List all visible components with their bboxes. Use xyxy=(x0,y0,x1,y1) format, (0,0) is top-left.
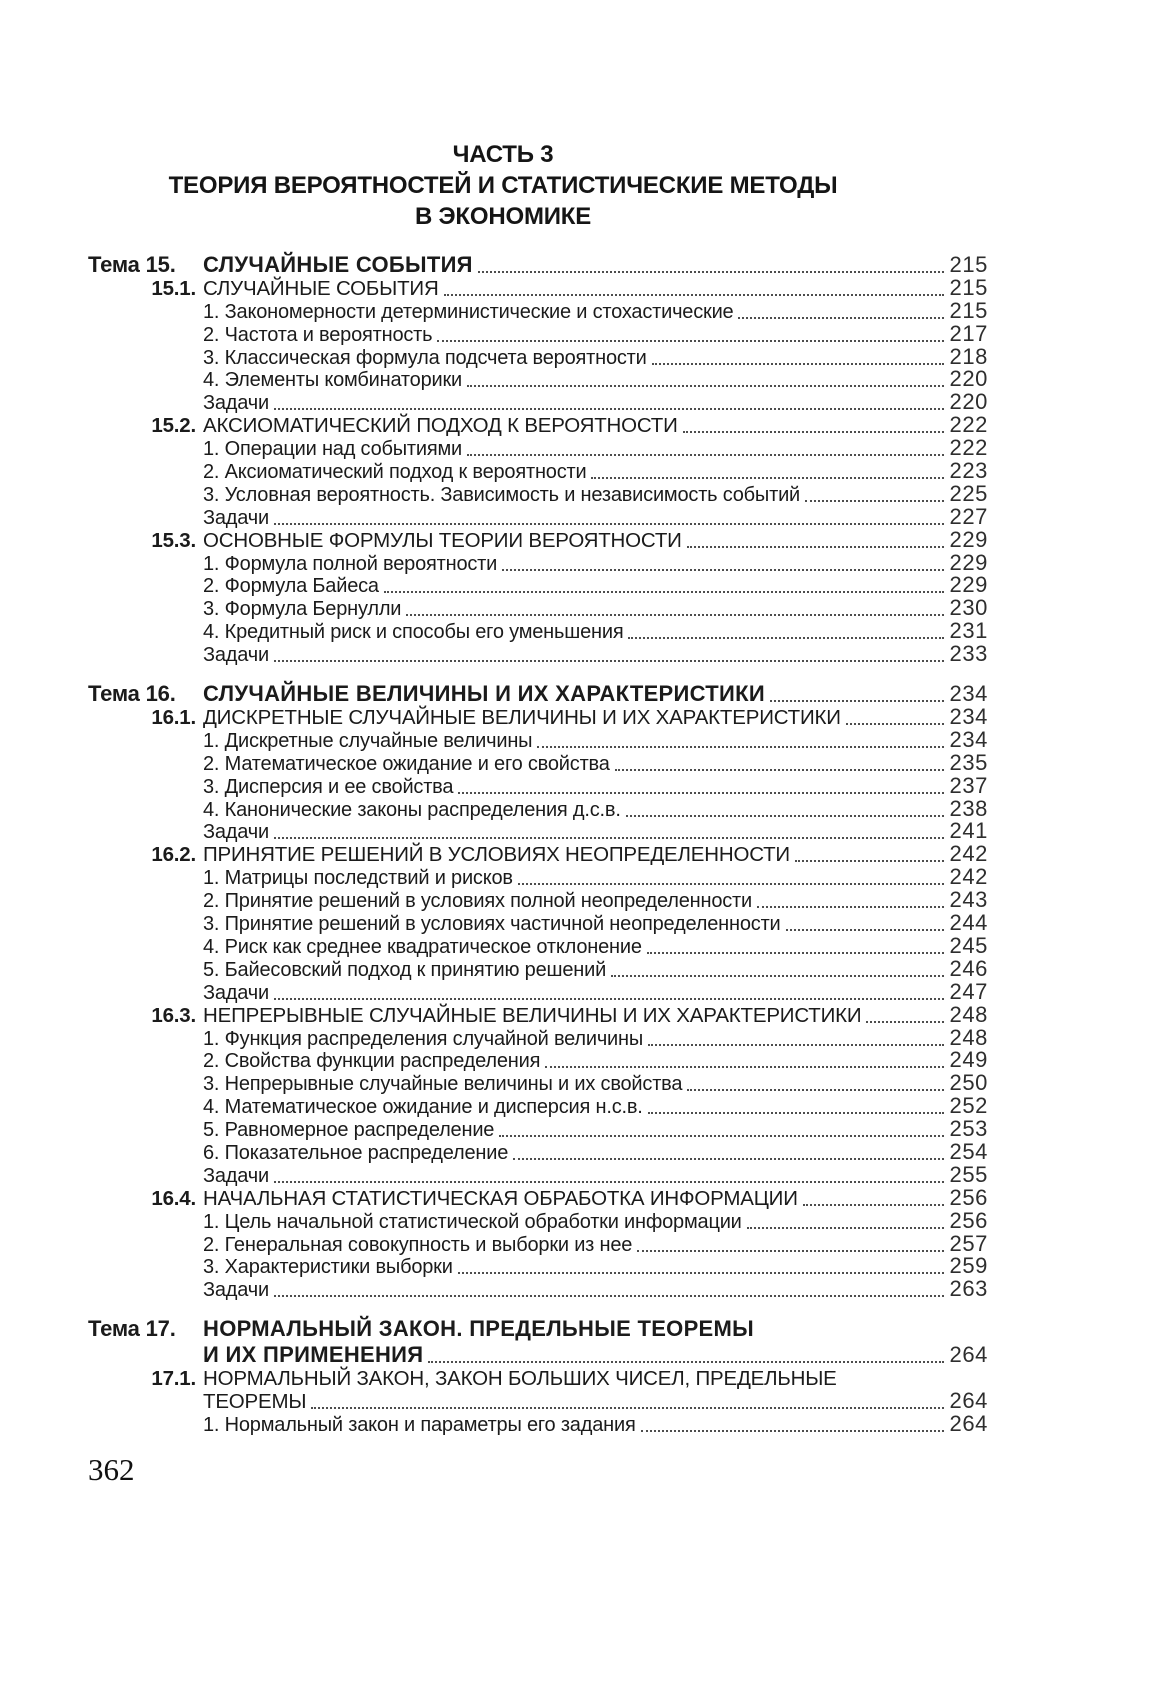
toc-entry xyxy=(88,435,988,461)
toc-entry-line xyxy=(88,726,988,753)
toc-entry xyxy=(88,618,988,644)
toc-entry-title: Задачи xyxy=(203,506,269,529)
dot-leader xyxy=(687,546,945,548)
toc-entry-number: 17.1. xyxy=(151,1367,196,1391)
toc-entry-line xyxy=(88,641,988,667)
toc-entry-page-number: 230 xyxy=(949,595,988,621)
toc-entry-title: 3. Характеристики выборки xyxy=(203,1256,453,1279)
toc-entry xyxy=(88,412,988,438)
toc-entry-page-number: 242 xyxy=(949,864,988,890)
toc-entry-page-number: 229 xyxy=(949,526,988,552)
toc-entry-page-number: 247 xyxy=(949,978,988,1004)
dot-leader xyxy=(626,815,945,817)
dot-leader xyxy=(437,340,944,342)
dot-leader xyxy=(545,1066,944,1068)
toc-entry-title: 3. Формула Бернулли xyxy=(203,598,402,621)
toc-entry-page-number: 259 xyxy=(949,1253,988,1279)
dot-leader xyxy=(537,746,944,748)
toc-entry-page-number: 234 xyxy=(949,704,988,730)
dot-leader xyxy=(770,700,945,702)
toc-entry xyxy=(88,389,988,415)
toc-entry-page-number: 255 xyxy=(949,1161,988,1187)
toc-entry-title: ДИСКРЕТНЫЕ СЛУЧАЙНЫЕ ВЕЛИЧИНЫ И ИХ ХАРАКТЕРИСТИКИ xyxy=(203,706,841,730)
toc-entry-line xyxy=(88,572,988,599)
toc-entry-number: 15.3. xyxy=(151,528,196,552)
toc-entry-line xyxy=(88,1342,988,1368)
toc-entry-line xyxy=(88,1253,988,1280)
toc-entry xyxy=(88,1138,988,1165)
toc-entry-page-number: 229 xyxy=(949,572,988,598)
toc-entry xyxy=(88,955,988,982)
toc-entry xyxy=(88,297,988,324)
dot-leader xyxy=(502,569,944,571)
toc-entry xyxy=(88,1207,988,1234)
toc-entry xyxy=(88,526,988,553)
dot-leader xyxy=(615,769,945,771)
toc-entry-title: 4. Риск как среднее квадратическое отклонение xyxy=(203,935,642,958)
dot-leader xyxy=(647,952,945,954)
toc-entry xyxy=(88,572,988,599)
toc-entry-line xyxy=(88,1184,988,1211)
toc-entry-page-number: 227 xyxy=(949,503,988,529)
dot-leader xyxy=(311,1407,944,1409)
toc-entry-line xyxy=(88,1316,988,1342)
toc-entry-line xyxy=(88,704,988,730)
toc-entry-title: Задачи xyxy=(203,981,269,1004)
toc-entry xyxy=(88,1161,988,1188)
toc-entry-title: 2. Свойства функции распределения xyxy=(203,1050,541,1073)
toc-entry xyxy=(88,480,988,507)
toc-entry xyxy=(88,681,988,707)
toc-entry-page-number: 257 xyxy=(949,1230,988,1256)
toc-entry-line xyxy=(88,818,988,845)
toc-entry-title: НОРМАЛЬНЫЙ ЗАКОН. ПРЕДЕЛЬНЫЕ ТЕОРЕМЫ xyxy=(203,1316,754,1342)
toc-entry-title: 2. Математическое ожидание и его свойства xyxy=(203,752,610,775)
toc-entry-title: 4. Элементы комбинаторики xyxy=(203,369,463,392)
toc-entry xyxy=(88,1410,988,1437)
toc-entry xyxy=(88,910,988,936)
toc-entry-page-number: 237 xyxy=(949,772,988,798)
toc-entry-page-number: 264 xyxy=(949,1410,988,1436)
toc-entry-line xyxy=(88,841,988,867)
toc-entry-page-number: 264 xyxy=(949,1342,988,1368)
toc-entry-line xyxy=(88,503,988,530)
toc-entry xyxy=(88,726,988,753)
dot-leader xyxy=(687,1089,944,1091)
toc-entry-title: 3. Классическая формула подсчета вероятности xyxy=(203,346,647,369)
toc-entry-title: 1. Закономерности детерминистические и стохастические xyxy=(203,300,734,323)
toc-entry-title: 4. Математическое ожидание и дисперсия н.с.в. xyxy=(203,1096,643,1119)
toc-entry-line xyxy=(88,1161,988,1188)
dot-leader xyxy=(591,477,944,479)
toc-entry xyxy=(88,1093,988,1119)
toc-entry-title: 6. Показательное распределение xyxy=(203,1141,509,1164)
toc-entry-line xyxy=(88,480,988,507)
toc-entry-line xyxy=(88,526,988,553)
toc-entry-line xyxy=(88,681,988,707)
toc-entry-line xyxy=(88,458,988,484)
dot-leader xyxy=(518,883,945,885)
toc-entry-page-number: 242 xyxy=(949,841,988,867)
dot-leader xyxy=(786,929,945,931)
toc-entry xyxy=(88,320,988,347)
toc-entry-line xyxy=(88,1388,988,1414)
toc-entry xyxy=(88,343,988,370)
toc-entry-title: АКСИОМАТИЧЕСКИЙ ПОДХОД К ВЕРОЯТНОСТИ xyxy=(203,414,678,438)
toc-entry-page-number: 250 xyxy=(949,1070,988,1096)
dot-leader xyxy=(641,1430,945,1432)
toc-entry-page-number: 235 xyxy=(949,749,988,775)
toc-entry-line xyxy=(88,1410,988,1437)
toc-entry-title-continued: И ИХ ПРИМЕНЕНИЯ xyxy=(203,1342,424,1368)
toc-entry-page-number: 215 xyxy=(949,274,988,300)
toc-entry-line xyxy=(88,1276,988,1302)
part-title-line1: ТЕОРИЯ ВЕРОЯТНОСТЕЙ И СТАТИСТИЧЕСКИЕ МЕТОДЫ xyxy=(168,172,838,199)
toc-entry-page-number: 218 xyxy=(949,343,988,369)
toc-entry-title: 1. Дискретные случайные величины xyxy=(203,729,533,752)
toc-entry xyxy=(88,795,988,822)
dot-leader xyxy=(747,1227,945,1229)
toc-entry-title: СЛУЧАЙНЫЕ СОБЫТИЯ xyxy=(203,276,439,300)
toc-entry-line xyxy=(88,320,988,347)
toc-entry-title-continued: ТЕОРЕМЫ xyxy=(203,1390,307,1414)
toc-entry-title: 5. Байесовский подход к принятию решений xyxy=(203,958,607,981)
toc-entry-page-number: 220 xyxy=(949,366,988,392)
toc-entry-title: 1. Функция распределения случайной величины xyxy=(203,1027,644,1050)
dot-leader xyxy=(738,317,944,319)
dot-leader xyxy=(428,1361,944,1363)
dot-leader xyxy=(648,1112,945,1114)
toc-entry-page-number: 215 xyxy=(949,252,988,277)
toc-entry-line xyxy=(88,595,988,621)
toc-entry-page-number: 256 xyxy=(949,1207,988,1233)
toc-entry-page-number: 220 xyxy=(949,389,988,415)
dot-leader xyxy=(274,837,945,839)
dot-leader xyxy=(274,1181,945,1183)
dot-leader xyxy=(384,591,945,593)
toc-entry-page-number: 248 xyxy=(949,1024,988,1050)
toc-entry xyxy=(88,366,988,393)
dot-leader xyxy=(467,385,944,387)
dot-leader xyxy=(458,1272,945,1274)
toc-entry-page-number: 225 xyxy=(949,480,988,506)
toc-entry-page-number: 223 xyxy=(949,458,988,484)
toc-entry-page-number: 248 xyxy=(949,1001,988,1027)
toc-entry-title: 3. Условная вероятность. Зависимость и независимость событий xyxy=(203,483,801,506)
toc-entry-number: 15.1. xyxy=(151,276,196,300)
toc-entry-title: ОСНОВНЫЕ ФОРМУЛЫ ТЕОРИИ ВЕРОЯТНОСТИ xyxy=(203,528,682,552)
toc-entry-title: 2. Частота и вероятность xyxy=(203,323,433,346)
toc-entry-page-number: 222 xyxy=(949,412,988,438)
toc-entry-title: НАЧАЛЬНАЯ СТАТИСТИЧЕСКАЯ ОБРАБОТКА ИНФОРМАЦИИ xyxy=(203,1186,798,1210)
toc-entry xyxy=(88,458,988,484)
dot-leader xyxy=(478,271,945,273)
toc-entry xyxy=(88,1368,988,1414)
dot-leader xyxy=(611,975,944,977)
toc-entry-number: Тема 17. xyxy=(88,1316,176,1342)
toc-entry-line xyxy=(88,343,988,370)
toc-entry-title: 4. Канонические законы распределения д.с.в. xyxy=(203,798,621,821)
dot-leader xyxy=(274,408,945,410)
toc-entry-title: 2. Формула Байеса xyxy=(203,575,379,598)
dot-leader xyxy=(803,1204,945,1206)
toc-entry-line xyxy=(88,366,988,393)
toc-entry-title: 4. Кредитный риск и способы его уменьшения xyxy=(203,621,624,644)
toc-entry xyxy=(88,1024,988,1051)
dot-leader xyxy=(637,1250,944,1252)
table-of-contents xyxy=(88,238,988,1437)
toc-entry-title: 2. Генеральная совокупность и выборки из нее xyxy=(203,1233,633,1256)
toc-entry-title: 3. Принятие решений в условиях частичной неопределенности xyxy=(203,913,781,936)
toc-entry-title: СЛУЧАЙНЫЕ СОБЫТИЯ xyxy=(203,252,473,277)
toc-entry-page-number: 264 xyxy=(949,1388,988,1414)
toc-entry-title: Задачи xyxy=(203,392,269,415)
toc-entry xyxy=(88,1116,988,1142)
toc-entry-line xyxy=(88,1207,988,1234)
toc-entry-title: 3. Непрерывные случайные величины и их свойства xyxy=(203,1073,683,1096)
dot-leader xyxy=(513,1158,944,1160)
toc-entry-title: 2. Принятие решений в условиях полной неопределенности xyxy=(203,890,752,913)
toc-entry-line xyxy=(88,1047,988,1074)
toc-entry-line xyxy=(88,1024,988,1051)
dot-leader xyxy=(406,614,944,616)
toc-entry-line xyxy=(88,389,988,415)
toc-entry xyxy=(88,641,988,667)
toc-entry-number: Тема 16. xyxy=(88,681,176,707)
dot-leader xyxy=(628,637,944,639)
toc-entry-line xyxy=(88,1116,988,1142)
toc-entry xyxy=(88,503,988,530)
dot-leader xyxy=(458,792,944,794)
toc-entry-line xyxy=(88,1093,988,1119)
dot-leader xyxy=(274,998,945,1000)
toc-entry xyxy=(88,1276,988,1302)
toc-entry-title: Задачи xyxy=(203,1279,269,1302)
toc-entry-line xyxy=(88,252,988,278)
dot-leader xyxy=(795,860,945,862)
toc-entry xyxy=(88,818,988,845)
toc-entry xyxy=(88,772,988,799)
toc-entry-page-number: 263 xyxy=(949,1276,988,1302)
toc-entry-title: 1. Формула полной вероятности xyxy=(203,552,498,575)
toc-entry xyxy=(88,1070,988,1096)
toc-entry-line xyxy=(88,1070,988,1096)
toc-entry-title: Задачи xyxy=(203,821,269,844)
toc-entry xyxy=(88,841,988,867)
toc-entry xyxy=(88,595,988,621)
dot-leader xyxy=(467,454,944,456)
part-number: ЧАСТЬ 3 xyxy=(452,141,554,168)
toc-entry xyxy=(88,1184,988,1211)
toc-entry-page-number: 215 xyxy=(949,297,988,323)
toc-entry-page-number: 241 xyxy=(949,818,988,844)
toc-entry-number: 16.4. xyxy=(151,1186,196,1210)
toc-entry xyxy=(88,704,988,730)
toc-entry-title: СЛУЧАЙНЫЕ ВЕЛИЧИНЫ И ИХ ХАРАКТЕРИСТИКИ xyxy=(203,681,765,707)
dot-leader xyxy=(866,1021,944,1023)
toc-entry-page-number: 238 xyxy=(949,795,988,821)
toc-entry-line xyxy=(88,1368,988,1391)
toc-entry-line xyxy=(88,1001,988,1028)
toc-entry-line xyxy=(88,749,988,776)
toc-entry-line xyxy=(88,274,988,301)
dot-leader xyxy=(652,363,945,365)
toc-entry-number: 16.3. xyxy=(151,1003,196,1027)
toc-entry xyxy=(88,932,988,959)
folio-page-number: 362 xyxy=(88,1452,135,1487)
toc-entry-title: НОРМАЛЬНЫЙ ЗАКОН, ЗАКОН БОЛЬШИХ ЧИСЕЛ, ПРЕДЕЛЬНЫЕ xyxy=(203,1367,837,1391)
toc-entry-line xyxy=(88,864,988,890)
toc-entry xyxy=(88,1230,988,1257)
dot-leader xyxy=(499,1135,944,1137)
toc-entry-line xyxy=(88,549,988,576)
toc-entry-page-number: 245 xyxy=(949,932,988,958)
dot-leader xyxy=(846,723,945,725)
toc-entry-number: 16.2. xyxy=(151,843,196,867)
toc-entry-line xyxy=(88,297,988,324)
toc-entry-page-number: 256 xyxy=(949,1184,988,1210)
toc-entry-title: ПРИНЯТИЕ РЕШЕНИЙ В УСЛОВИЯХ НЕОПРЕДЕЛЕННОСТИ xyxy=(203,843,790,867)
toc-entry-page-number: 222 xyxy=(949,435,988,461)
toc-entry-page-number: 249 xyxy=(949,1047,988,1073)
toc-entry-page-number: 253 xyxy=(949,1116,988,1142)
toc-entry-page-number: 254 xyxy=(949,1138,988,1164)
toc-entry-line xyxy=(88,412,988,438)
toc-entry-line xyxy=(88,887,988,913)
toc-entry-page-number: 234 xyxy=(949,726,988,752)
dot-leader xyxy=(444,294,945,296)
part-header xyxy=(88,139,918,232)
toc-entry-title: 1. Операции над событиями xyxy=(203,438,463,461)
toc-entry-page-number: 233 xyxy=(949,641,988,667)
toc-entry xyxy=(88,749,988,776)
toc-entry-title: 3. Дисперсия и ее свойства xyxy=(203,775,454,798)
dot-leader xyxy=(757,906,944,908)
toc-entry xyxy=(88,252,988,278)
toc-entry-page-number: 231 xyxy=(949,618,988,644)
toc-entry-line xyxy=(88,978,988,1005)
toc-entry-title: 1. Нормальный закон и параметры его задания xyxy=(203,1413,636,1436)
toc-entry-line xyxy=(88,435,988,461)
toc-entry xyxy=(88,864,988,890)
toc-entry xyxy=(88,274,988,301)
toc-entry xyxy=(88,549,988,576)
toc-entry xyxy=(88,1253,988,1280)
toc-entry-line xyxy=(88,910,988,936)
toc-entry-page-number: 252 xyxy=(949,1093,988,1119)
toc-entry-title: 1. Цель начальной статистической обработки информации xyxy=(203,1210,742,1233)
toc-entry-number: 15.2. xyxy=(151,414,196,438)
toc-entry-page-number: 234 xyxy=(949,681,988,707)
toc-entry xyxy=(88,1316,988,1368)
toc-entry xyxy=(88,1001,988,1028)
toc-entry xyxy=(88,978,988,1005)
toc-entry-title: 1. Матрицы последствий и рисков xyxy=(203,867,513,890)
part-title-line2: В ЭКОНОМИКЕ xyxy=(414,203,592,230)
toc-entry-title: 2. Аксиоматический подход к вероятности xyxy=(203,461,587,484)
dot-leader xyxy=(274,1295,945,1297)
dot-leader xyxy=(805,500,944,502)
toc-entry-page-number: 243 xyxy=(949,887,988,913)
toc-entry-page-number: 244 xyxy=(949,910,988,936)
toc-entry-title: Задачи xyxy=(203,644,269,667)
dot-leader xyxy=(648,1044,944,1046)
toc-entry-page-number: 246 xyxy=(949,955,988,981)
toc-entry-line xyxy=(88,618,988,644)
toc-entry xyxy=(88,1047,988,1074)
dot-leader xyxy=(274,523,945,525)
toc-entry-title: Задачи xyxy=(203,1164,269,1187)
toc-entry-line xyxy=(88,1230,988,1257)
toc-entry-line xyxy=(88,795,988,822)
toc-entry-number: Тема 15. xyxy=(88,252,176,277)
toc-entry-page-number: 217 xyxy=(949,320,988,346)
toc-entry-title: НЕПРЕРЫВНЫЕ СЛУЧАЙНЫЕ ВЕЛИЧИНЫ И ИХ ХАРАКТЕРИСТИКИ xyxy=(203,1003,862,1027)
toc-entry-page-number: 229 xyxy=(949,549,988,575)
toc-entry-line xyxy=(88,1138,988,1165)
toc-entry-line xyxy=(88,772,988,799)
toc-entry xyxy=(88,887,988,913)
dot-leader xyxy=(274,660,945,662)
toc-entry-title: 5. Равномерное распределение xyxy=(203,1119,495,1142)
toc-entry-line xyxy=(88,932,988,959)
dot-leader xyxy=(683,431,945,433)
toc-entry-number: 16.1. xyxy=(151,706,196,730)
toc-entry-line xyxy=(88,955,988,982)
